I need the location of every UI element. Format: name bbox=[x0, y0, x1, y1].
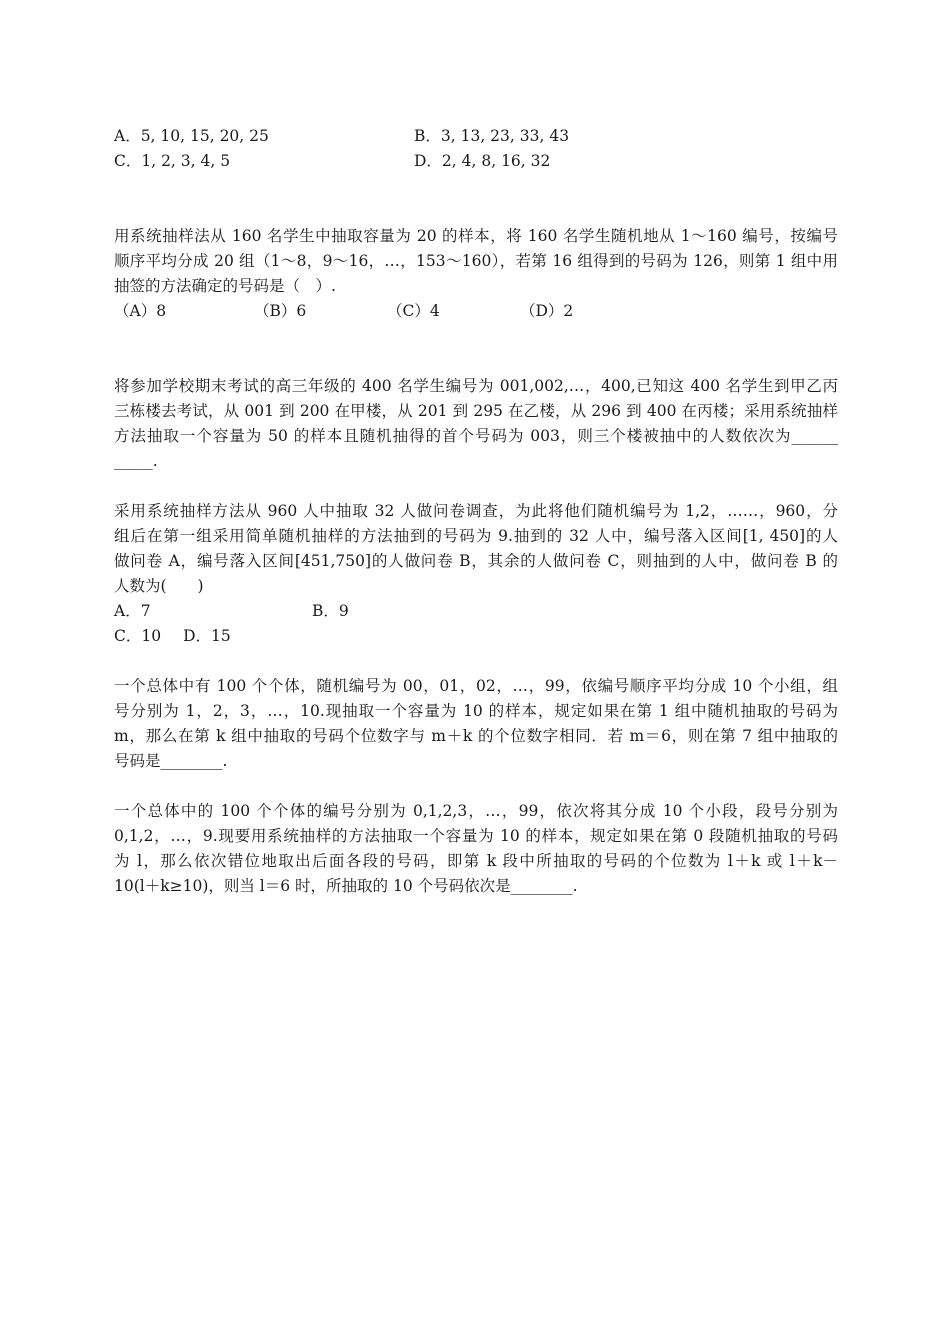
option-c: （C）4 bbox=[387, 302, 440, 320]
question-3-line: 三栋楼去考试，从 001 到 200 在甲楼，从 201 到 295 在乙楼，从 296 到 400 在丙楼；采用系统抽样 bbox=[114, 402, 838, 420]
question-4-options-cd bbox=[114, 624, 838, 649]
question-3 bbox=[114, 374, 838, 474]
question-4-line: 组后在第一组采用简单随机抽样的方法抽到的号码为 9.抽到的 32 人中，编号落入区间[1, 450]的人 bbox=[114, 527, 838, 545]
question-6-line: 一个总体中的 100 个个体的编号分别为 0,1,2,3，…，99，依次将其分成 10 个小段，段号分别为 bbox=[114, 802, 838, 820]
question-3-line: 方法抽取一个容量为 50 的样本且随机抽得的首个号码为 003，则三个楼被抽中的人数依次为______ bbox=[114, 427, 838, 445]
question-1-options bbox=[114, 124, 838, 174]
option-c: C．10 bbox=[114, 627, 162, 645]
question-2-line: 抽签的方法确定的号码是（ ）. bbox=[114, 277, 336, 295]
question-5-line: 号分别为 1，2，3，…，10.现抽取一个容量为 10 的样本，规定如果在第 1 组中随机抽取的号码为 bbox=[114, 702, 838, 720]
document-page bbox=[114, 124, 838, 899]
question-5-line: 号码是________. bbox=[114, 752, 228, 770]
question-2-line: 顺序平均分成 20 组（1～8，9～16，…，153～160），若第 16 组得到的号码为 126，则第 1 组中用 bbox=[114, 252, 838, 270]
question-6-line: 10(l＋k≥10)，则当 l＝6 时，所抽取的 10 个号码依次是________. bbox=[114, 877, 578, 895]
question-5-line: m，那么在第 k 组中抽取的号码个位数字与 m＋k 的个位数字相同．若 m＝6，则在第 7 组中抽取的 bbox=[114, 727, 838, 745]
question-6 bbox=[114, 799, 838, 899]
option-b: （B）6 bbox=[254, 302, 307, 320]
question-4-line: 人数为( ) bbox=[114, 577, 204, 595]
option-b: B．9 bbox=[312, 602, 349, 620]
option-d: D．15 bbox=[183, 627, 231, 645]
question-6-line: 为 l，那么依次错位地取出后面各段的号码，即第 k 段中所抽取的号码的个位数为 l＋k 或 l＋k－ bbox=[114, 852, 838, 870]
question-5 bbox=[114, 674, 838, 774]
option-d: （D）2 bbox=[520, 302, 574, 320]
question-2-line: 用系统抽样法从 160 名学生中抽取容量为 20 的样本，将 160 名学生随机地从 1～160 编号，按编号 bbox=[114, 227, 838, 245]
question-2 bbox=[114, 224, 838, 324]
question-2-options bbox=[114, 299, 838, 324]
option-a: A．7 bbox=[114, 602, 151, 620]
question-3-line: _____. bbox=[114, 452, 158, 470]
option-b: B．3, 13, 23, 33, 43 bbox=[414, 127, 570, 145]
question-3-line: 将参加学校期末考试的高三年级的 400 名学生编号为 001,002,…，400,已知这 400 名学生到甲乙丙 bbox=[114, 377, 838, 395]
question-6-line: 0,1,2，…，9.现要用系统抽样的方法抽取一个容量为 10 的样本，规定如果在第 0 段随机抽取的号码 bbox=[114, 827, 838, 845]
question-5-line: 一个总体中有 100 个个体，随机编号为 00，01，02，…，99，依编号顺序平均分成 10 个小组，组 bbox=[114, 677, 838, 695]
option-c: C．1, 2, 3, 4, 5 bbox=[114, 152, 231, 170]
question-4-options-ab bbox=[114, 599, 838, 624]
question-4-line: 做问卷 A，编号落入区间[451,750]的人做问卷 B，其余的人做问卷 C，则抽到的人中，做问卷 B 的 bbox=[114, 552, 838, 570]
options-row-ab bbox=[114, 124, 838, 149]
question-4 bbox=[114, 499, 838, 649]
option-a: A．5, 10, 15, 20, 25 bbox=[114, 127, 269, 145]
question-4-line: 采用系统抽样方法从 960 人中抽取 32 人做问卷调查，为此将他们随机编号为 1,2，……，960，分 bbox=[114, 502, 838, 520]
option-d: D．2, 4, 8, 16, 32 bbox=[414, 152, 551, 170]
option-a: （A）8 bbox=[114, 302, 167, 320]
options-row-cd bbox=[114, 149, 838, 174]
